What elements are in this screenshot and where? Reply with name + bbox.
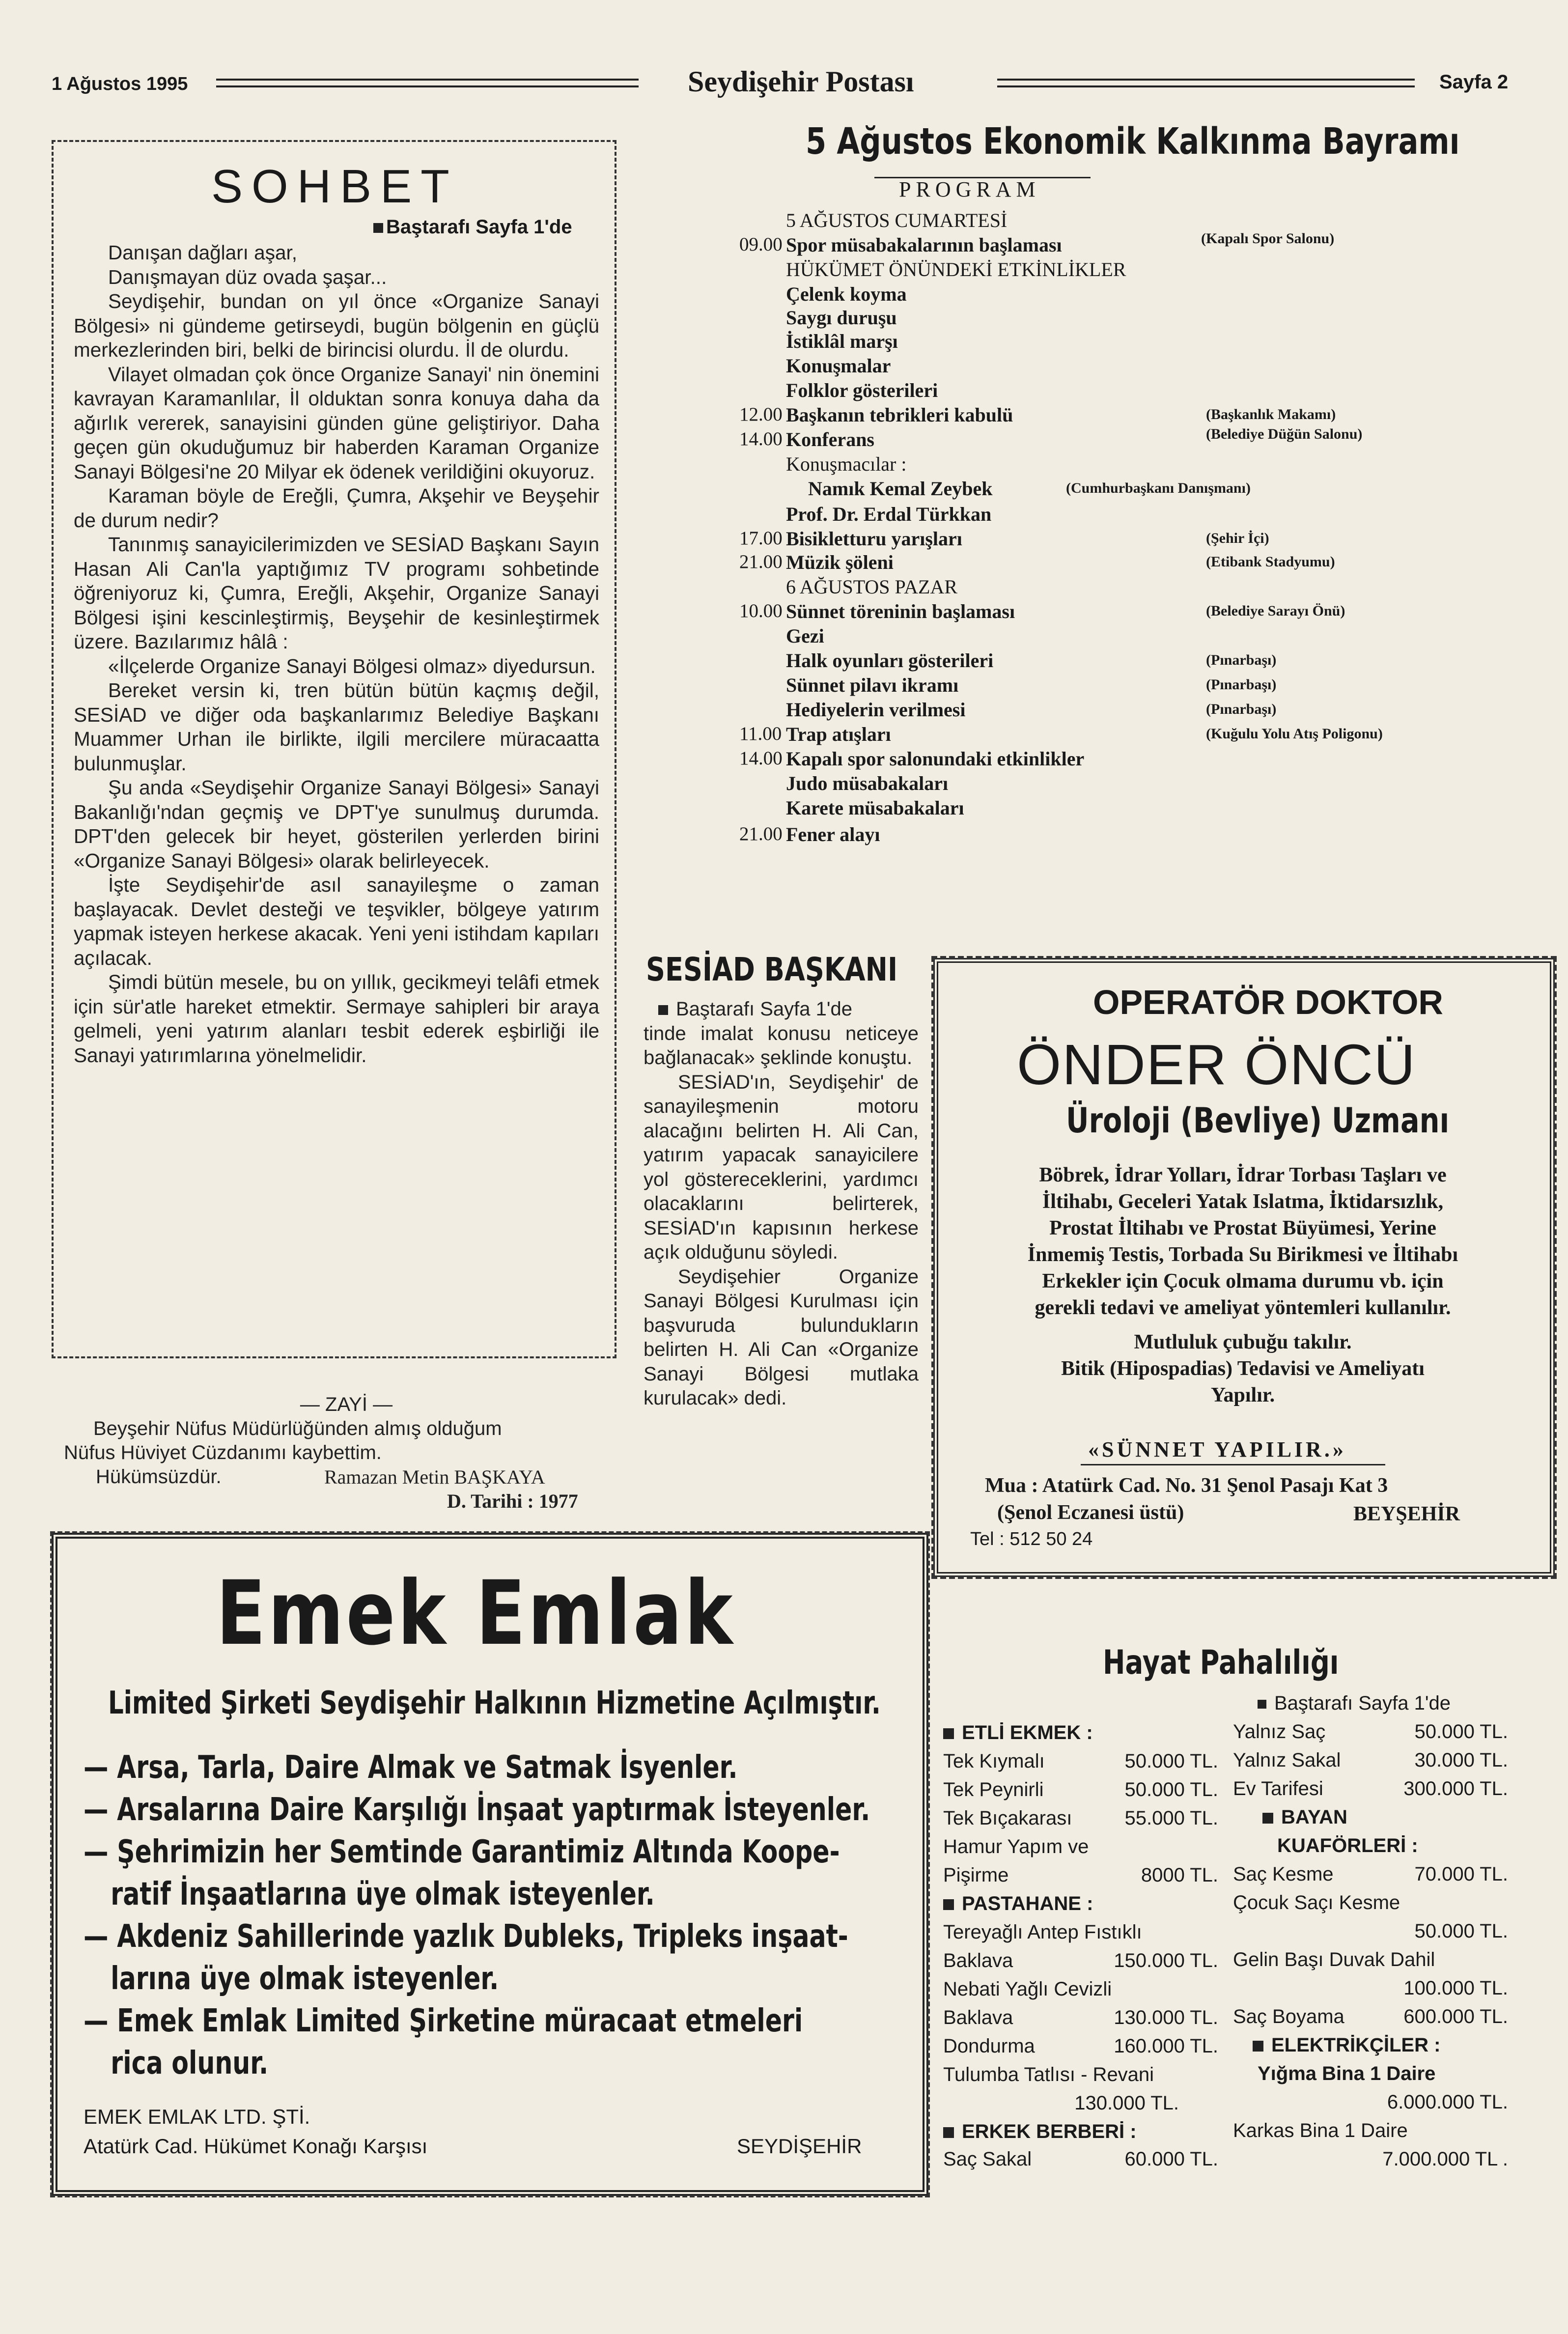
doctor-services (953, 1162, 1533, 1408)
doctor-specialty: Üroloji (Bevliye) Uzmanı (1066, 1100, 1450, 1141)
bullet-icon (1258, 1700, 1266, 1709)
bullet-icon (1253, 2041, 1263, 2052)
program-event: Konferans (786, 428, 874, 450)
program-event: Konuşmacılar : (786, 453, 907, 475)
sesiad-paragraph: Seydişehier Organize Sanayi Bölgesi Kurulması için başvuruda bulundukların belirten H. Ali Can «Organize Sanayi Bölgesi mutlaka kurulacak» dedi. (644, 1265, 919, 1409)
emek-item: — Arsalarına Daire Karşılığı İnşaat yaptırmak İsteyenler. (84, 1792, 870, 1828)
doctor-tel: Tel : 512 50 24 (970, 1529, 1093, 1549)
doctor-service-line: İnmemiş Testis, Torbada Su Birikmesi ve İltihabı (1027, 1243, 1458, 1266)
bullet-icon (1262, 1813, 1273, 1824)
sesiad-title: SESİAD BAŞKANI (646, 951, 898, 988)
program-time: 21.00 (739, 823, 783, 844)
bullet-icon (943, 1899, 954, 1910)
program-event: Başkanın tebrikleri kabulü (786, 404, 1013, 426)
program-time: 10.00 (739, 600, 783, 621)
program-venue: (Etibank Stadyumu) (1206, 554, 1335, 570)
doctor-service-line: Böbrek, İdrar Yolları, İdrar Torbası Taşları ve (1039, 1164, 1447, 1186)
program-event: Judo müsabakaları (786, 772, 949, 794)
emek-city: SEYDİŞEHİR (737, 2135, 862, 2158)
sohbet-paragraph: Danışan dağları aşar, (108, 241, 297, 264)
header-date: 1 Ağustos 1995 (52, 74, 188, 94)
zayi-line: Nüfus Hüviyet Cüzdanımı kaybettim. (64, 1442, 382, 1463)
program-event: Kapalı spor salonundaki etkinlikler (786, 748, 1085, 770)
sohbet-paragraph: Vilayet olmadan çok önce Organize Sanayi' nin önemini kavrayan Karamanlılar, İl olduktan sonra konuya daha da ağırlık vererek, sanayisini günden güne geliştiriyor. Daha geçen gün okuduğumuz bir haberden Karaman Organize Sanayi Bölgesi'ne 20 Milyar ek ödenek verildiğini okuyoruz. (74, 363, 599, 483)
hayat-title: Hayat Pahalılığı (1103, 1643, 1339, 1682)
program-time: 21.00 (739, 551, 783, 572)
sohbet-paragraph: Danışmayan düz ovada şaşar... (108, 265, 387, 288)
sohbet-continued-label: Baştarafı Sayfa 1'de (386, 216, 572, 238)
sohbet-paragraph: İşte Seydişehir'de asıl sanayileşme o zaman başlayacak. Devlet desteği ve teşvikler, bölgeye yatırım yapmak isteyen herkese akacak. Yeni yeni istihdam kapıları açılacak. (74, 873, 599, 969)
program-event: HÜKÜMET ÖNÜNDEKİ ETKİNLİKLER (786, 258, 1126, 281)
emek-item: larına üye olmak isteyenler. (111, 1961, 499, 1997)
program-time: 09.00 (739, 234, 783, 255)
emek-item: ratif İnşaatlarına üye olmak isteyenler. (111, 1876, 655, 1912)
header-rule-left (216, 79, 639, 87)
bullet-icon (943, 2127, 954, 2138)
sesiad-body (644, 997, 919, 1411)
program-list (739, 209, 1476, 921)
sohbet-title: SOHBET (211, 160, 458, 213)
program-event: Konuşmalar (786, 355, 891, 377)
program-event: Sünnet pilavı ikramı (786, 674, 959, 696)
program-event: Hediyelerin verilmesi (786, 699, 966, 721)
program-time: 11.00 (739, 723, 782, 744)
program-event: Gezi (786, 625, 824, 647)
doctor-city: BEYŞEHİR (1353, 1503, 1460, 1525)
doctor-heading: OPERATÖR DOKTOR (1093, 983, 1443, 1021)
doctor-service-line: Yapılır. (1210, 1384, 1275, 1406)
program-event: Folklor gösterileri (786, 379, 938, 401)
header-rule-right (997, 79, 1415, 87)
emek-item: rica olunur. (111, 2045, 269, 2081)
sohbet-paragraph: Tanınmış sanayicilerimizden ve SESİAD Başkanı Sayın Hasan Ali Can'la yaptığımız TV programı sohbetinde öğreniyoruz ki, Çumra, Ereğli, Akşehir, Organize Sanayi Bölgesi işini kescinleştirmiş, Beyşehir de kesinleştirmek üzere. Bazılarımız hâlâ : (74, 533, 599, 653)
program-time: 12.00 (739, 404, 783, 425)
doctor-service-line: Mutluluk çubuğu takılır. (1134, 1331, 1352, 1353)
program-subtitle: PROGRAM (899, 177, 1040, 201)
zayi-title: — ZAYİ — (300, 1394, 393, 1415)
program-event: Karete müsabakaları (786, 797, 964, 819)
emek-company: EMEK EMLAK LTD. ŞTİ. (84, 2105, 310, 2128)
doctor-service-line: Bitik (Hipospadias) Tedavisi ve Ameliyatı (1061, 1357, 1425, 1380)
zayi-notice (64, 1393, 619, 1513)
doctor-service-line: İltihabı, Geceleri Yatak Islatma, İktidarsızlık, (1042, 1190, 1444, 1213)
program-event: Çelenk koyma (786, 283, 907, 305)
program-venue: (Pınarbaşı) (1206, 676, 1277, 693)
sohbet-paragraph: Seydişehir, bundan on yıl önce «Organize Sanayi Bölgesi» ni gündeme getirseydi, bugün bölgenin en güçlü merkezlerinden biri, belki de birincisi olurdu. İl de olurdu. (74, 290, 599, 361)
doctor-service-line: Prostat İltihabı ve Prostat Büyümesi, Yerine (1049, 1217, 1436, 1239)
emek-subtitle: Limited Şirketi Seydişehir Halkının Hizmetine Açılmıştır. (108, 1685, 881, 1721)
program-event: Namık Kemal Zeybek (808, 478, 993, 500)
emek-address: Atatürk Cad. Hükümet Konağı Karşısı (84, 2135, 428, 2158)
doctor-service-line: gerekli tedavi ve ameliyat yöntemleri kullanılır. (1035, 1296, 1451, 1319)
emek-item: — Akdeniz Sahillerinde yazlık Dubleks, Tripleks inşaat- (84, 1918, 848, 1955)
doctor-sunnet: «SÜNNET YAPILIR.» (1088, 1437, 1346, 1462)
program-venue: (Pınarbaşı) (1206, 701, 1277, 717)
emek-item: — Arsa, Tarla, Daire Almak ve Satmak İsyenler. (84, 1749, 738, 1786)
emek-title: Emek Emlak (216, 1562, 735, 1665)
zayi-line: Beyşehir Nüfus Müdürlüğünden almış olduğum (93, 1418, 502, 1439)
program-title: 5 Ağustos Ekonomik Kalkınma Bayramı (806, 120, 1460, 163)
program-event: İstiklâl marşı (786, 330, 898, 352)
zayi-void: Hükümsüzdür. (96, 1466, 222, 1488)
program-venue: (Başkanlık Makamı) (1206, 406, 1336, 422)
zayi-birth: D. Tarihi : 1977 (447, 1490, 578, 1512)
emek-items (84, 1746, 870, 2084)
sohbet-body (74, 241, 599, 1068)
sesiad-paragraph: tinde imalat konusu neticeye bağlanacak» şeklinde konuştu. (644, 1022, 919, 1069)
program-event: Spor müsabakalarının başlaması (786, 234, 1062, 256)
sohbet-paragraph: «İlçelerde Organize Sanayi Bölgesi olmaz» diyedursun. (108, 654, 596, 677)
program-event: Trap atışları (786, 723, 891, 745)
header-paper-name: Seydişehir Postası (688, 65, 914, 98)
program-venue: (Belediye Düğün Salonu) (1206, 426, 1363, 442)
sohbet-paragraph: Bereket versin ki, tren bütün bütün kaçmış değil, SESİAD ve diğer oda başkanlarımız Belediye Başkanı Muammer Urhan ile birlikte, ilgili mercilere müracaatta bulunmuşlar. (74, 679, 599, 775)
zayi-name: Ramazan Metin BAŞKAYA (324, 1466, 545, 1488)
sohbet-continued (373, 216, 572, 238)
sesiad-continued-label: Baştarafı Sayfa 1'de (676, 998, 852, 1020)
sohbet-paragraph: Şu anda «Seydişehir Organize Sanayi Bölgesi» Sanayi Bakanlığı'ndan geçmiş ve DPT'ye sunulmuş durumda. DPT'den gelecek bir heyet, gösterilen yerlerden birini «Organize Sanayi Bölgesi» olarak belirleyecek. (74, 776, 599, 872)
program-time: 17.00 (739, 528, 783, 549)
emek-item: — Şehrimizin her Semtinde Garantimiz Altında Koope- (84, 1834, 840, 1870)
program-day: 6 AĞUSTOS PAZAR (786, 576, 958, 598)
sohbet-paragraph: Şimdi bütün mesele, bu on yıllık, gecikmeyi telâfi etmek için sür'atle hareket etmektir. Sermaye sahipleri bir araya gelmeli, yeni yatırım alanları tesbit ederek eşbirliği ile Sanayi yatırımlarına yönelmelidir. (74, 971, 599, 1067)
program-venue: (Cumhurbaşkanı Danışmanı) (1066, 480, 1251, 496)
program-venue: (Şehir İçi) (1206, 530, 1269, 546)
program-venue: (Pınarbaşı) (1206, 652, 1277, 668)
program-time: 14.00 (739, 748, 783, 769)
program-event: Bisikletturu yarışları (786, 528, 962, 550)
sesiad-continued (644, 997, 919, 1022)
program-event: Halk oyunları gösterileri (786, 649, 994, 672)
program-event: Saygı duruşu (786, 307, 897, 329)
doctor-sunnet-rule (1081, 1464, 1385, 1465)
bullet-icon (943, 1728, 954, 1739)
program-venue: (Kapalı Spor Salonu) (1201, 230, 1335, 247)
header-page-number: Sayfa 2 (1439, 71, 1509, 93)
program-event: Sünnet töreninin başlaması (786, 600, 1015, 622)
program-event: Fener alayı (786, 823, 880, 845)
program-event: Prof. Dr. Erdal Türkkan (786, 503, 992, 525)
program-event: Müzik şöleni (786, 551, 894, 573)
bullet-icon (373, 223, 383, 233)
sohbet-paragraph: Karaman böyle de Ereğli, Çumra, Akşehir ve Beyşehir de durum nedir? (74, 484, 599, 532)
sesiad-paragraph: SESİAD'ın, Seydişehir' de sanayileşmenin motoru alacağını belirten H. Ali Can, yatırım yapacak sanayicilere yol göstereceklerini, yardımcı olacaklarını belirterek, SESİAD'ın kapısının herkese açık olduğunu söyledi. (644, 1071, 919, 1263)
program-day: 5 AĞUSTOS CUMARTESİ (786, 209, 1008, 231)
bullet-icon (658, 1005, 668, 1015)
program-venue: (Belediye Sarayı Önü) (1206, 603, 1345, 619)
program-time: 14.00 (739, 428, 783, 450)
emek-item: — Emek Emlak Limited Şirketine müracaat etmeleri (84, 2003, 803, 2039)
program-venue: (Kuğulu Yolu Atış Poligonu) (1206, 726, 1383, 742)
doctor-service-line: Erkekler için Çocuk olmama durumu vb. için (1042, 1270, 1444, 1293)
doctor-name: ÖNDER ÖNCÜ (1017, 1033, 1416, 1097)
doctor-address2: (Şenol Eczanesi üstü) (997, 1501, 1184, 1524)
doctor-address: Mua : Atatürk Cad. No. 31 Şenol Pasajı Kat 3 (985, 1474, 1388, 1497)
